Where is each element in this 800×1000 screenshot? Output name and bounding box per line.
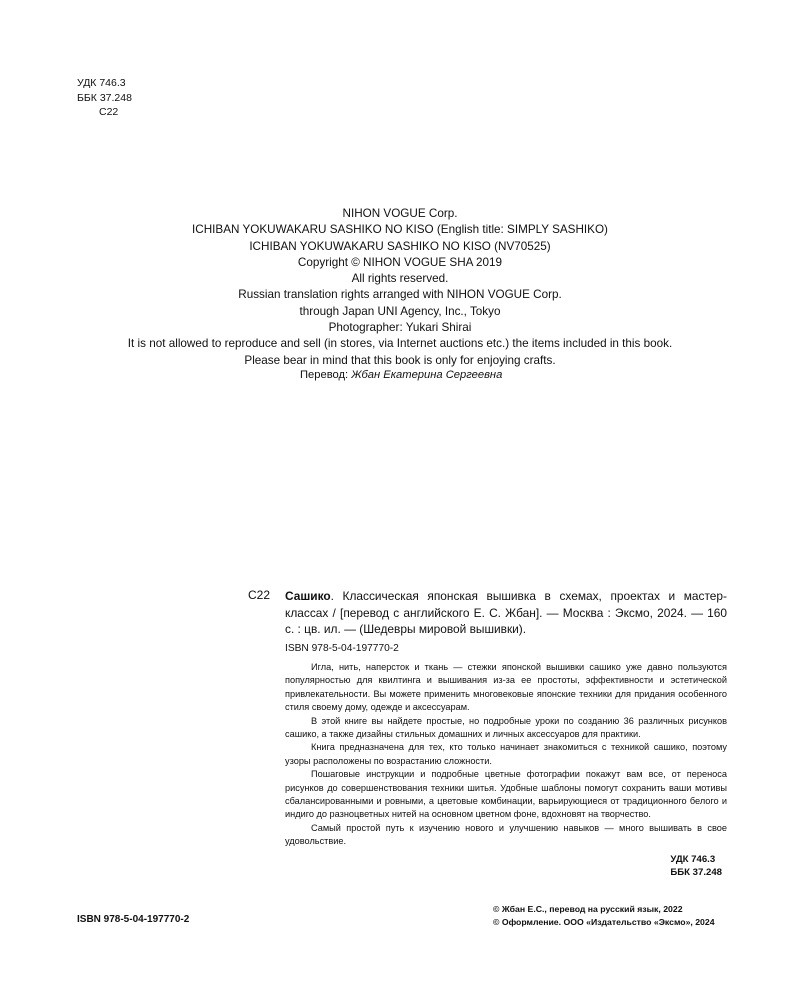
bibliographic-description: . Классическая японская вышивка в схемах, проектах и мастер-классах / [перевод с английского Е. С. Жбан]. — Москва : Эксмо, 2024. — 160 с. : цв. ил. — (Шедевры мировой вышивки). xyxy=(285,589,727,637)
catalog-isbn: ISBN 978-5-04-197770-2 xyxy=(285,643,399,654)
rights-line: Copyright © NIHON VOGUE SHA 2019 xyxy=(297,255,503,269)
udk-block-top xyxy=(77,76,132,120)
bibliographic-record xyxy=(285,588,727,638)
translator-credit xyxy=(300,369,502,381)
book-title: Сашико xyxy=(285,589,331,603)
translator-label: Перевод: xyxy=(300,369,349,381)
udk-code: УДК 746.3 xyxy=(670,854,716,865)
copyright-line: © Оформление. ООО «Издательство «Эксмо», 2024 xyxy=(493,917,715,928)
author-sign: С22 xyxy=(99,106,119,118)
annotation xyxy=(285,661,727,849)
rights-line: All rights reserved. xyxy=(351,272,449,286)
rights-line: Russian translation rights arranged with NIHON VOGUE Corp. xyxy=(238,288,562,302)
rights-line: NIHON VOGUE Corp. xyxy=(342,207,458,220)
rights-line: It is not allowed to reproduce and sell (in stores, via Internet auctions etc.) the items included in this book. xyxy=(127,337,673,351)
rights-line: ICHIBAN YOKUWAKARU SASHIKO NO KISO (English title: SIMPLY SASHIKO) xyxy=(192,223,608,237)
annotation-paragraph: Игла, нить, наперсток и ткань — стежки японской вышивки сашико уже давно пользуются популярностью для квилтинга и вышивания из-за ее простоты, эффективности и эстетической привлекательности. Вы можете применить многовековые японские техники для придания особенного стиля своему дому, одежде и аксессуарам. xyxy=(285,662,727,713)
annotation-paragraph: Пошаговые инструкции и подробные цветные фотографии покажут вам все, от переноса рисунков до совершенствования техники шитья. Удобные шаблоны помогут сохранить ваши мотивы сбалансированными и ровными, а цветовые комбинации, варьирующиеся от традиционного белого и индиго до разноцветных нитей на основном цветном фоне, вдохновят на творчество. xyxy=(285,769,727,820)
annotation-paragraph: Книга предназначена для тех, кто только начинает знакомиться с техникой сашико, поэтому узоры расположены по возрастанию сложности. xyxy=(285,742,727,766)
isbn-bottom: ISBN 978-5-04-197770-2 xyxy=(77,914,190,925)
annotation-paragraph: В этой книге вы найдете простые, но подробные уроки по созданию 36 различных рисунков сашико, а также дизайны стильных домашних и личных аксессуаров для практики. xyxy=(285,715,727,740)
bbk-code: ББК 37.248 xyxy=(77,91,132,104)
rights-line: through Japan UNI Agency, Inc., Tokyo xyxy=(299,304,501,318)
rights-line: Photographer: Yukari Shirai xyxy=(328,321,472,335)
annotation-paragraph: Самый простой путь к изучению нового и улучшению навыков — много вышивать в свое удовольствие. xyxy=(285,822,727,847)
rights-block xyxy=(60,206,740,369)
copyright-block xyxy=(493,903,715,930)
udk-code: УДК 746.3 xyxy=(77,77,126,89)
udk-block-bottom xyxy=(670,853,722,879)
catalog-code: С22 xyxy=(248,588,271,602)
bbk-code: ББК 37.248 xyxy=(670,867,722,878)
translator-name: Жбан Екатерина Сергеевна xyxy=(351,369,503,381)
rights-line: ICHIBAN YOKUWAKARU SASHIKO NO KISO (NV70525) xyxy=(249,239,551,253)
copyright-line: © Жбан Е.С., перевод на русский язык, 2022 xyxy=(493,904,683,914)
rights-line: Please bear in mind that this book is only for enjoying crafts. xyxy=(244,353,556,367)
